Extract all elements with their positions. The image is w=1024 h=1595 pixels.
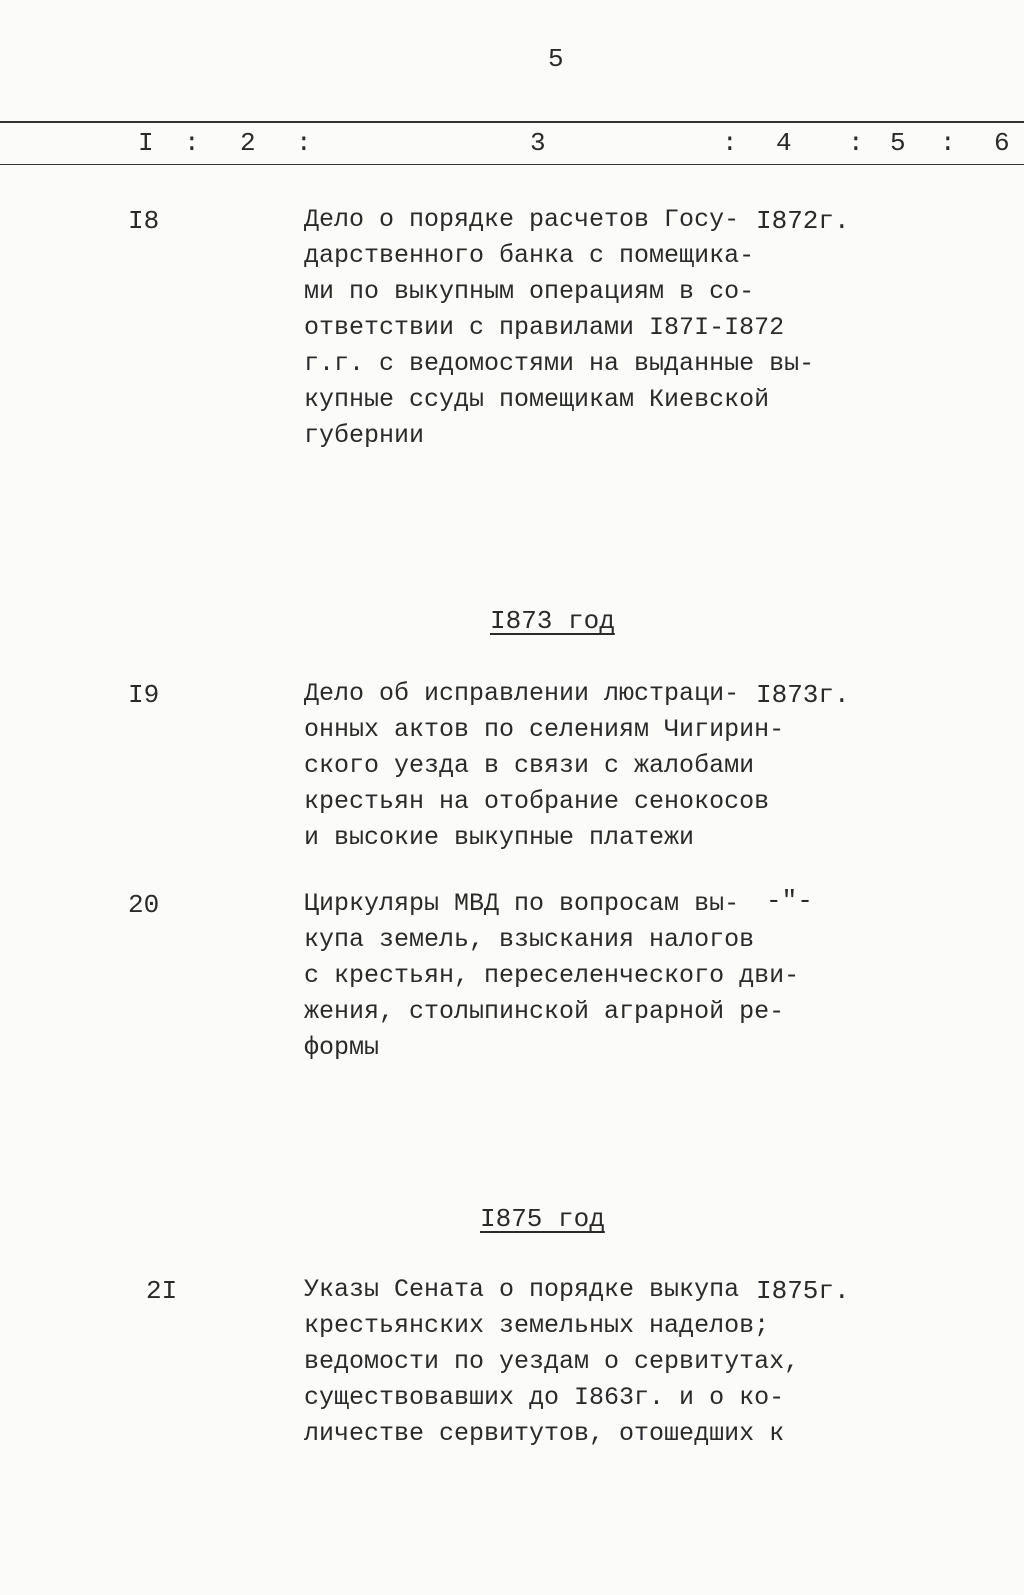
entry-description [304,676,784,856]
page-number: 5 [548,44,564,74]
column-header-6: 6 [994,128,1010,158]
column-header-3: 3 [530,128,546,158]
entry-line: онных актов по селениям Чигирин- [304,715,785,744]
year-heading-1873: I873 год [490,606,615,636]
entry-line: ведомости по уездам о сервитутах, [304,1347,800,1376]
entry-date: I873г. [756,680,850,710]
entry-number: 2I [146,1276,178,1306]
column-header-2: 2 [240,128,256,158]
entry-line: ответствии с правилами I87I-I872 [304,313,785,342]
entry-line: купные ссуды помещикам Киевской [304,385,770,414]
entry-number: I8 [128,206,160,236]
table-header-top-rule [0,121,1024,123]
entry-date: I875г. [756,1276,850,1306]
entry-line: и высокие выкупные платежи [304,823,695,852]
column-separator: : [848,128,864,158]
column-separator: : [296,128,312,158]
entry-line: формы [304,1033,380,1062]
entry-line: личестве сервитутов, отошедших к [304,1419,785,1448]
entry-line: Циркуляры МВД по вопросам вы- [304,889,740,918]
column-separator: : [184,128,200,158]
column-header-5: 5 [890,128,906,158]
year-heading-1875: I875 год [480,1204,605,1234]
entry-line: ского уезда в связи с жалобами [304,751,755,780]
entry-line: крестьян на отобрание сенокосов [304,787,770,816]
entry-line: существовавших до I863г. и о ко- [304,1383,785,1412]
entry-line: Дело о порядке расчетов Госу- [304,205,740,234]
column-header-4: 4 [776,128,792,158]
entry-description [304,886,800,1066]
entry-line: губернии [304,421,425,450]
table-header-bottom-rule [0,164,1024,165]
entry-date: I872г. [756,206,850,236]
column-separator: : [940,128,956,158]
entry-line: Дело об исправлении люстраци- [304,679,740,708]
entry-line: ми по выкупным операциям в со- [304,277,755,306]
entry-description [304,202,815,454]
entry-line: купа земель, взыскания налогов [304,925,755,954]
entry-line: жения, столыпинской аграрной ре- [304,997,785,1026]
entry-line: крестьянских земельных наделов; [304,1311,770,1340]
entry-number: 20 [128,890,160,920]
entry-date-ditto: -"- [766,886,813,916]
entry-number: I9 [128,680,160,710]
entry-line: г.г. с ведомостями на выданные вы- [304,349,815,378]
entry-line: с крестьян, переселенческого дви- [304,961,800,990]
column-header-1: I [138,128,154,158]
entry-line: Указы Сената о порядке выкупа [304,1275,740,1304]
entry-line: дарственного банка с помещика- [304,241,755,270]
column-separator: : [722,128,738,158]
entry-description [304,1272,800,1452]
